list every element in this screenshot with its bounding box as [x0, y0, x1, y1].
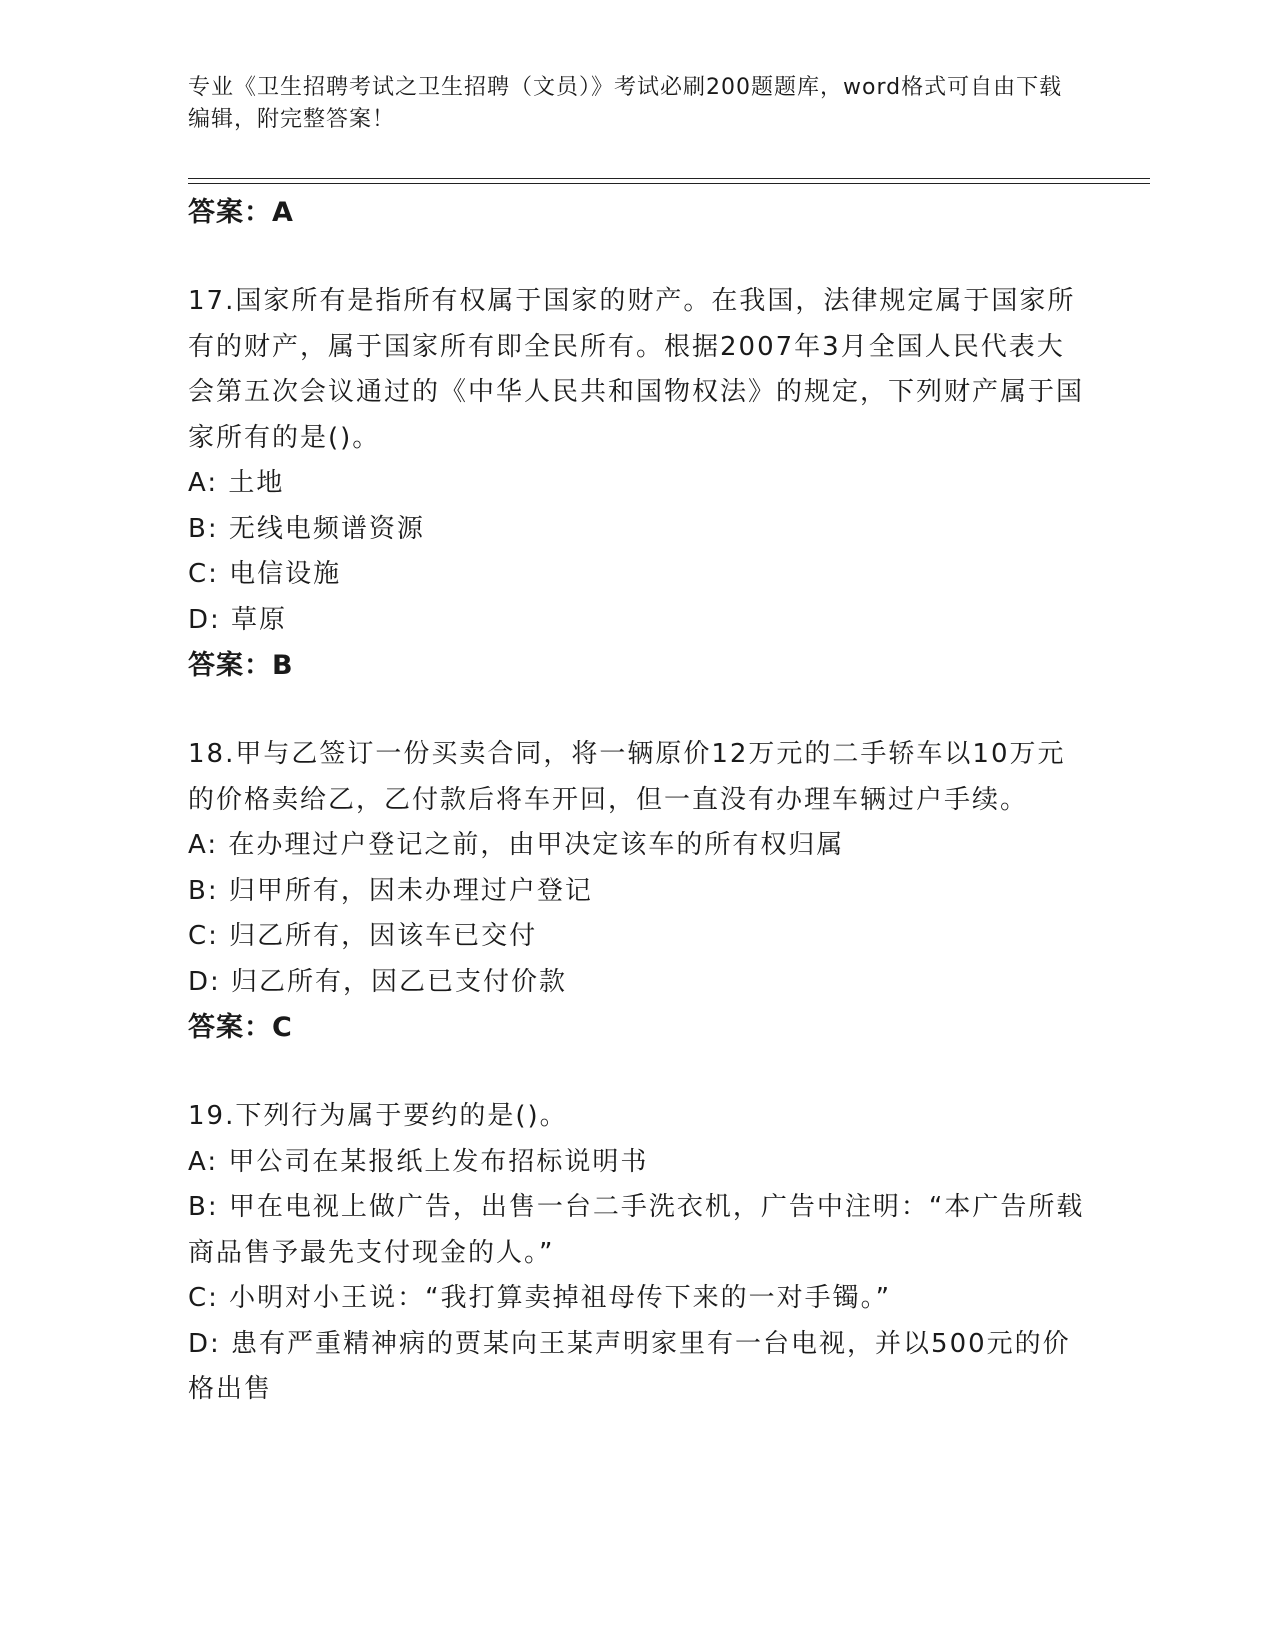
answer-line: 答案：B: [188, 650, 294, 681]
option-a: A: 甲公司在某报纸上发布招标说明书: [188, 1146, 649, 1177]
option-c: C: 小明对小王说：“我打算卖掉祖母传下来的一对手镯。”: [188, 1283, 892, 1313]
question-text: 19.下列行为属于要约的是()。: [188, 1101, 568, 1131]
option-c: C: 归乙所有，因该车已交付: [188, 921, 538, 951]
header-rule-bottom: [188, 183, 1150, 184]
question-17: [188, 279, 1088, 688]
question-text: 17.国家所有是指所有权属于国家的财产。在我国，法律规定属于国家所有的财产，属于国家所有即全民所有。根据2007年3月全国人民代表大会第五次会议通过的《中华人民共和国物权法》的规定，下列财产属于国家所有的是()。: [188, 286, 1085, 453]
option-b: B: 归甲所有，因未办理过户登记: [188, 875, 593, 906]
option-d: D: 患有严重精神病的贾某向王某声明家里有一台电视，并以500元的价格出售: [188, 1328, 1071, 1404]
answer-line: 答案：C: [188, 1012, 293, 1043]
header-rule-top: [188, 178, 1150, 179]
option-b: B: 甲在电视上做广告，出售一台二手洗衣机，广告中注明：“本广告所载商品售予最先支付现金的人。”: [188, 1192, 1085, 1268]
question-19: [188, 1094, 1088, 1413]
option-a: A: 在办理过户登记之前，由甲决定该车的所有权归属: [188, 830, 845, 860]
option-a: A: 土地: [188, 468, 285, 498]
question-text: 18.甲与乙签订一份买卖合同，将一辆原价12万元的二手轿车以10万元的价格卖给乙，乙付款后将车开回，但一直没有办理车辆过户手续。: [188, 739, 1066, 815]
document-body: [188, 190, 1088, 1413]
page-header: 专业《卫生招聘考试之卫生招聘（文员）》考试必刷200题题库，word格式可自由下载编辑，附完整答案！: [188, 75, 1063, 132]
option-d: D: 归乙所有，因乙已支付价款: [188, 966, 568, 997]
option-d: D: 草原: [188, 604, 288, 635]
answer-line: 答案：A: [188, 197, 294, 228]
question-18: [188, 732, 1088, 1050]
option-c: C: 电信设施: [188, 559, 342, 589]
option-b: B: 无线电频谱资源: [188, 513, 425, 544]
